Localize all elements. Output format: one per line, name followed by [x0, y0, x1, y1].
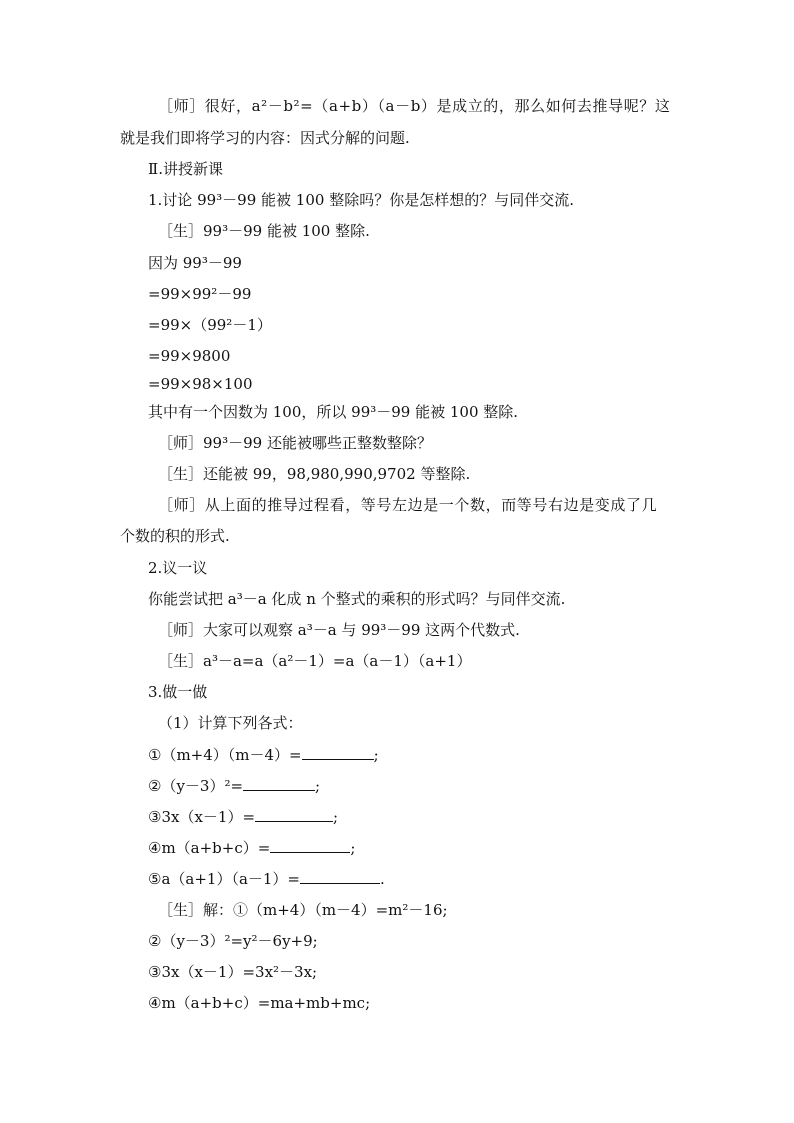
exercise-text: ③3x（x－1）=: [148, 808, 256, 826]
answer-blank: [243, 774, 315, 791]
student-solution-line: ②（y－3）²=y²－6y+9;: [148, 932, 318, 950]
answer-blank: [300, 867, 380, 884]
teacher-note-line-1: ［师］从上面的推导过程看，等号左边是一个数，而等号右边是变成了几: [158, 496, 658, 514]
item-1-title: 1.讨论 99³－99 能被 100 整除吗？你是怎样想的？与同伴交流.: [148, 191, 574, 209]
exercise-end: ;: [315, 777, 321, 795]
student-answer-2: ［生］还能被 99，98,980,990,9702 等整除.: [158, 465, 471, 483]
exercise-line: [148, 802, 338, 832]
answer-blank: [255, 805, 333, 822]
derivation-conclusion: 其中有一个因数为 100，所以 99³－99 能被 100 整除.: [148, 403, 519, 421]
student-solution-line: ③3x（x－1）=3x²－3x;: [148, 963, 318, 981]
exercise-end: .: [380, 870, 385, 888]
item-2-question: 你能尝试把 a³－a 化成 n 个整式的乘积的形式吗？与同伴交流.: [148, 590, 566, 608]
exercise-end: ;: [350, 839, 356, 857]
exercise-end: ;: [333, 808, 339, 826]
exercise-line: [148, 771, 320, 801]
teacher-intro-line-1: ［师］很好，a²－b²=（a+b）（a－b）是成立的，那么如何去推导呢？这: [158, 97, 671, 115]
student-solution-line: ④m（a+b+c）=ma+mb+mc;: [148, 994, 371, 1012]
section-heading: Ⅱ.讲授新课: [148, 160, 223, 178]
item-3-subtitle: （1）计算下列各式：: [158, 714, 303, 732]
derivation-step: =99×（99²－1）: [148, 316, 272, 334]
student-solution-line: ［生］解：①（m+4）（m－4）=m²－16;: [158, 901, 448, 919]
item-2-title: 2.议一议: [148, 559, 208, 577]
exercise-line: [148, 740, 379, 770]
teacher-note-line-2: 个数的积的形式.: [120, 527, 230, 545]
teacher-intro-line-2: 就是我们即将学习的内容：因式分解的问题.: [120, 129, 410, 147]
item-3-title: 3.做一做: [148, 683, 208, 701]
derivation-step: =99×98×100: [148, 375, 253, 393]
item-2-student: ［生］a³－a=a（a²－1）=a（a－1）（a+1）: [158, 652, 472, 670]
derivation-step: =99×99²－99: [148, 285, 252, 303]
item-2-teacher: ［师］大家可以观察 a³－a 与 99³－99 这两个代数式.: [158, 621, 520, 639]
teacher-question: ［师］99³－99 还能被哪些正整数整除？: [158, 434, 432, 452]
exercise-line: [148, 833, 355, 863]
derivation-step: 因为 99³－99: [148, 254, 242, 272]
answer-blank: [302, 743, 374, 760]
answer-blank: [270, 836, 350, 853]
exercise-text: ⑤a（a+1）（a－1）=: [148, 870, 301, 888]
derivation-step: =99×9800: [148, 347, 231, 365]
student-answer-1: ［生］99³－99 能被 100 整除.: [158, 222, 370, 240]
exercise-line: [148, 864, 385, 894]
exercise-end: ;: [373, 746, 379, 764]
exercise-text: ②（y－3）²=: [148, 777, 244, 795]
exercise-text: ①（m+4）（m－4）=: [148, 746, 302, 764]
exercise-text: ④m（a+b+c）=: [148, 839, 271, 857]
